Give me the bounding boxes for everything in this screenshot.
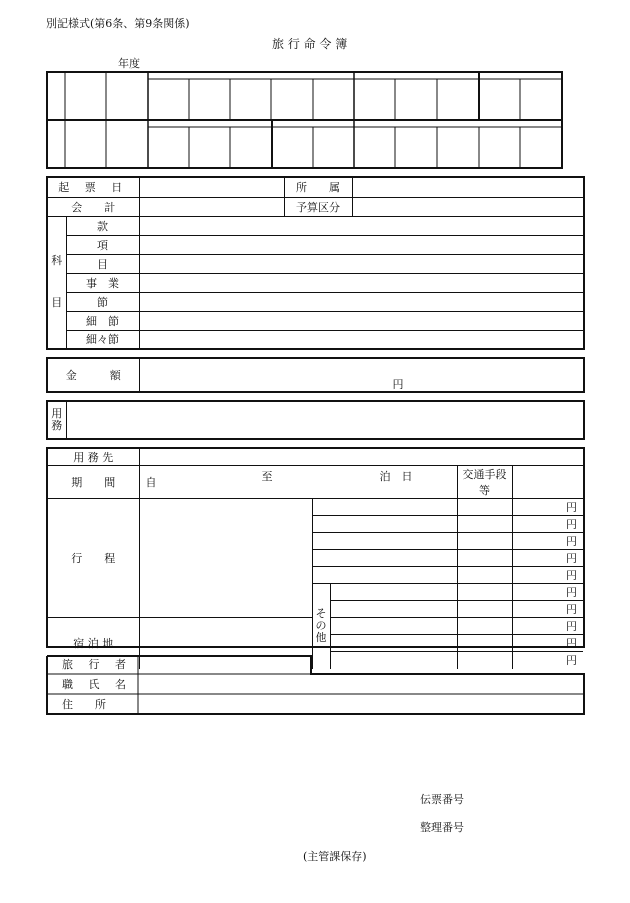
kihyo-date-field[interactable] xyxy=(139,178,284,197)
purpose-field[interactable] xyxy=(66,402,583,438)
kamoku-jigyo-field[interactable] xyxy=(139,273,583,292)
storage-note: (主管課保存) xyxy=(303,850,367,863)
approval-grid-lines xyxy=(46,71,563,169)
amount-block xyxy=(46,357,585,393)
other-line-1[interactable] xyxy=(330,584,457,601)
route-line-5[interactable] xyxy=(312,567,457,584)
kamoku-row-kan: 款 xyxy=(66,216,139,235)
transport-field[interactable] xyxy=(512,466,583,499)
route-cost-1[interactable] xyxy=(457,499,512,516)
route-yen-2: 円 xyxy=(512,516,583,533)
route-line-2[interactable] xyxy=(312,516,457,533)
route-yen-3: 円 xyxy=(512,533,583,550)
other-yen-2: 円 xyxy=(512,601,583,618)
kamoku-row-moku: 目 xyxy=(66,254,139,273)
fiscal-year-label: 年度 xyxy=(118,57,140,70)
other-cost-4[interactable] xyxy=(457,635,512,652)
shozoku-label: 所 属 xyxy=(284,178,352,197)
other-label-3: 他 xyxy=(315,631,327,645)
traveler-block xyxy=(46,655,585,715)
kihyo-date-label: 起 票 日 xyxy=(48,178,139,197)
other-yen-5: 円 xyxy=(512,652,583,669)
route-line-3[interactable] xyxy=(312,533,457,550)
kamoku-saisetsu-field[interactable] xyxy=(139,311,583,330)
form-reference: 別記様式(第6条、第9条関係) xyxy=(46,17,190,30)
yosan-label: 予算区分 xyxy=(284,197,352,216)
kamoku-kou-field[interactable] xyxy=(139,235,583,254)
other-line-3[interactable] xyxy=(330,618,457,635)
other-yen-3: 円 xyxy=(512,618,583,635)
kamoku-row-saisaisetsu: 細々節 xyxy=(66,330,139,348)
period-to: 至 xyxy=(261,470,273,483)
voucher-number-label: 伝票番号 xyxy=(420,793,464,806)
period-label: 期 間 xyxy=(48,466,139,499)
other-cost-1[interactable] xyxy=(457,584,512,601)
destination-field[interactable] xyxy=(139,449,583,466)
kamoku-label xyxy=(48,216,66,348)
transport-label: 交通手段等 xyxy=(457,466,512,499)
other-cost-2[interactable] xyxy=(457,601,512,618)
kamoku-moku-field[interactable] xyxy=(139,254,583,273)
traveler-field[interactable] xyxy=(140,657,310,673)
traveler-label: 旅 行 者 xyxy=(62,658,132,671)
route-yen-1: 円 xyxy=(512,499,583,516)
kamoku-row-jigyo: 事 業 xyxy=(66,273,139,292)
route-label: 行 程 xyxy=(48,499,139,618)
address-field[interactable] xyxy=(140,696,582,713)
kamoku-kan-field[interactable] xyxy=(139,216,583,235)
account-block xyxy=(46,176,585,350)
control-number-label: 整理番号 xyxy=(420,821,464,834)
title-name-field[interactable] xyxy=(140,676,582,693)
amount-label: 金 額 xyxy=(48,359,139,391)
kamoku-setsu-field[interactable] xyxy=(139,292,583,311)
other-cost-3[interactable] xyxy=(457,618,512,635)
purpose-label-top: 用 xyxy=(51,406,63,420)
kaikei-label: 会 計 xyxy=(48,197,139,216)
amount-unit: 円 xyxy=(392,378,404,391)
yosan-field[interactable] xyxy=(352,197,583,216)
other-label-1: そ xyxy=(315,607,327,621)
other-label-2: の xyxy=(315,619,327,633)
route-cost-4[interactable] xyxy=(457,550,512,567)
route-cost-5[interactable] xyxy=(457,567,512,584)
address-label: 住 所 xyxy=(62,698,106,711)
route-yen-5: 円 xyxy=(512,567,583,584)
period-from: 自 xyxy=(145,476,157,489)
title-name-label: 職 氏 名 xyxy=(62,678,132,691)
purpose-label-bottom: 務 xyxy=(51,419,63,432)
route-field[interactable] xyxy=(139,499,312,618)
other-line-4[interactable] xyxy=(330,635,457,652)
purpose-label xyxy=(48,402,66,438)
kamoku-row-setsu: 節 xyxy=(66,292,139,311)
kamoku-label-bottom: 目 xyxy=(51,296,63,310)
period-field[interactable] xyxy=(139,466,457,499)
purpose-block xyxy=(46,400,585,440)
route-cost-2[interactable] xyxy=(457,516,512,533)
kamoku-saisaisetsu-field[interactable] xyxy=(139,330,583,348)
lodging-label: 宿 泊 地 xyxy=(48,618,139,669)
other-yen-4: 円 xyxy=(512,635,583,652)
route-cost-3[interactable] xyxy=(457,533,512,550)
kamoku-row-saisetsu: 細 節 xyxy=(66,311,139,330)
form-title: 旅 行 命 令 簿 xyxy=(272,37,348,51)
route-yen-4: 円 xyxy=(512,550,583,567)
other-yen-1: 円 xyxy=(512,584,583,601)
route-line-1[interactable] xyxy=(312,499,457,516)
amount-field[interactable] xyxy=(139,359,583,391)
shozoku-field[interactable] xyxy=(352,178,583,197)
period-nights: 泊 日 xyxy=(379,470,413,483)
destination-label: 用 務 先 xyxy=(48,449,139,466)
kaikei-field[interactable] xyxy=(139,197,284,216)
other-line-2[interactable] xyxy=(330,601,457,618)
route-line-4[interactable] xyxy=(312,550,457,567)
approval-stamp-grid xyxy=(46,71,563,169)
kamoku-label-top: 科 xyxy=(51,254,63,268)
kamoku-row-kou: 項 xyxy=(66,235,139,254)
